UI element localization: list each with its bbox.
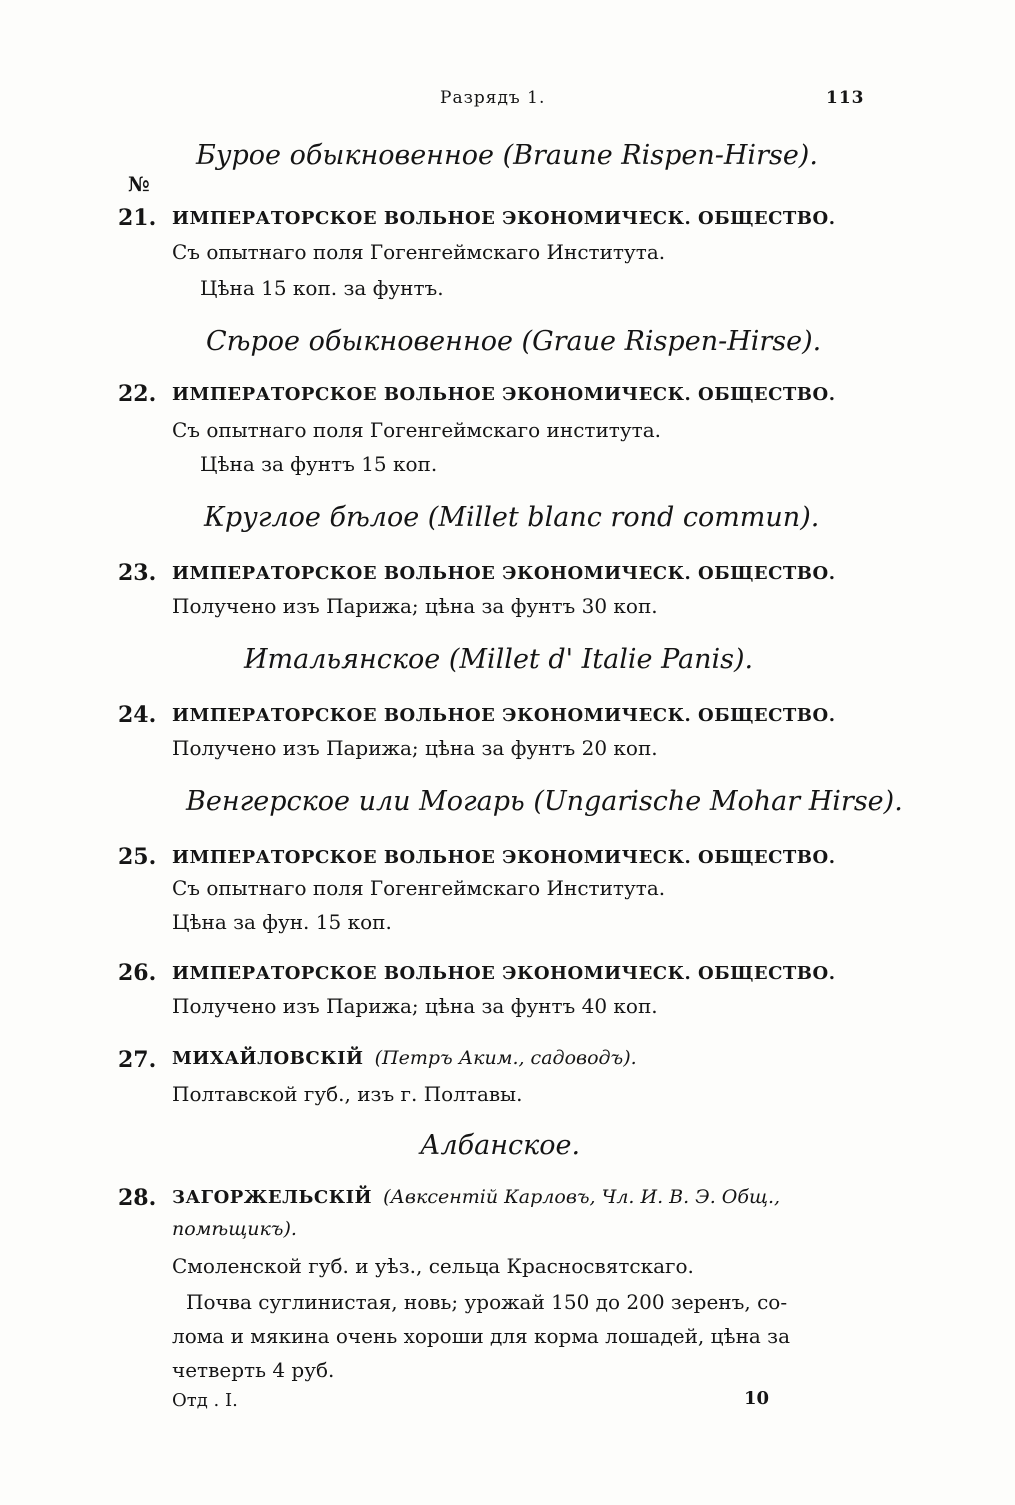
entry-number: 22.: [118, 381, 157, 407]
entry-number: 24.: [118, 702, 157, 728]
entry-exhibitor: ИМПЕРАТОРСКОЕ ВОЛЬНОЕ ЭКОНОМИЧЕСК. ОБЩЕСТВО.: [172, 384, 836, 405]
entry-number: 28.: [118, 1185, 157, 1211]
entry-number: 27.: [118, 1047, 157, 1073]
entry-line: Цѣна за фунтъ 15 коп.: [200, 452, 438, 476]
entry-exhibitor-block: [172, 1186, 780, 1208]
entry-line: Цѣна 15 коп. за фунтъ.: [200, 276, 444, 300]
section-heading-millet-blanc: Круглое бѣлое (Millet blanc rond commun).: [204, 502, 820, 533]
entry-exhibitor-block: [172, 1047, 637, 1069]
entry-line: Получено изъ Парижа; цѣна за фунтъ 20 коп.: [172, 736, 658, 760]
entry-number: 21.: [118, 205, 157, 231]
entry-exhibitor: МИХАЙЛОВСКІЙ: [172, 1048, 364, 1069]
section-heading-mohar: Венгерское или Могарь (Ungarische Mohar Hirse).: [186, 786, 903, 817]
entry-exhibitor: ИМПЕРАТОРСКОЕ ВОЛЬНОЕ ЭКОНОМИЧЕСК. ОБЩЕСТВО.: [172, 208, 836, 229]
entry-exhibitor: ИМПЕРАТОРСКОЕ ВОЛЬНОЕ ЭКОНОМИЧЕСК. ОБЩЕСТВО.: [172, 847, 836, 868]
section-heading-albanskoe: Албанское.: [420, 1130, 581, 1161]
page-number: 113: [826, 88, 865, 108]
section-heading-graue: Сѣрое обыкновенное (Graue Rispen-Hirse).: [206, 326, 822, 357]
entry-number: 26.: [118, 960, 157, 986]
entry-line: Почва суглинистая, новь; урожай 150 до 200 зеренъ, со-: [186, 1290, 788, 1314]
entry-exhibitor: ЗАГОРЖЕЛЬСКІЙ: [172, 1187, 373, 1208]
entry-line: Съ опытнаго поля Гогенгеймскаго Института.: [172, 876, 666, 900]
running-head: Разрядъ 1.: [440, 88, 546, 108]
number-column-marker: №: [128, 172, 150, 196]
entry-exhibitor-detail-cont: помѣщикъ).: [172, 1218, 297, 1240]
entry-number: 23.: [118, 560, 157, 586]
section-heading-braune: Бурое обыкновенное (Braune Rispen-Hirse).: [196, 140, 818, 171]
entry-line: лома и мякина очень хороши для корма лошадей, цѣна за: [172, 1324, 791, 1348]
entry-exhibitor: ИМПЕРАТОРСКОЕ ВОЛЬНОЕ ЭКОНОМИЧЕСК. ОБЩЕСТВО.: [172, 705, 836, 726]
entry-line: Съ опытнаго поля Гогенгеймскаго Института.: [172, 240, 666, 264]
entry-line: Получено изъ Парижа; цѣна за фунтъ 30 коп.: [172, 594, 658, 618]
entry-exhibitor-detail: (Авксентій Карловъ, Чл. И. В. Э. Общ.,: [383, 1186, 781, 1208]
entry-exhibitor: ИМПЕРАТОРСКОЕ ВОЛЬНОЕ ЭКОНОМИЧЕСК. ОБЩЕСТВО.: [172, 563, 836, 584]
entry-line: Смоленской губ. и уѣз., сельца Красносвятскаго.: [172, 1254, 694, 1278]
entry-line: Получено изъ Парижа; цѣна за фунтъ 40 коп.: [172, 994, 658, 1018]
entry-exhibitor: ИМПЕРАТОРСКОЕ ВОЛЬНОЕ ЭКОНОМИЧЕСК. ОБЩЕСТВО.: [172, 963, 836, 984]
entry-line: Полтавской губ., изъ г. Полтавы.: [172, 1082, 523, 1106]
sheet-number: 10: [744, 1388, 770, 1409]
signature-mark: Отд . I.: [172, 1390, 238, 1411]
entry-number: 25.: [118, 844, 157, 870]
entry-line: четверть 4 руб.: [172, 1358, 335, 1382]
entry-line: Цѣна за фун. 15 коп.: [172, 910, 392, 934]
entry-line: Съ опытнаго поля Гогенгеймскаго института.: [172, 418, 661, 442]
entry-exhibitor-detail: (Петръ Аким., садоводъ).: [374, 1047, 637, 1069]
section-heading-italie: Итальянское (Millet d' Italie Panis).: [244, 644, 754, 675]
